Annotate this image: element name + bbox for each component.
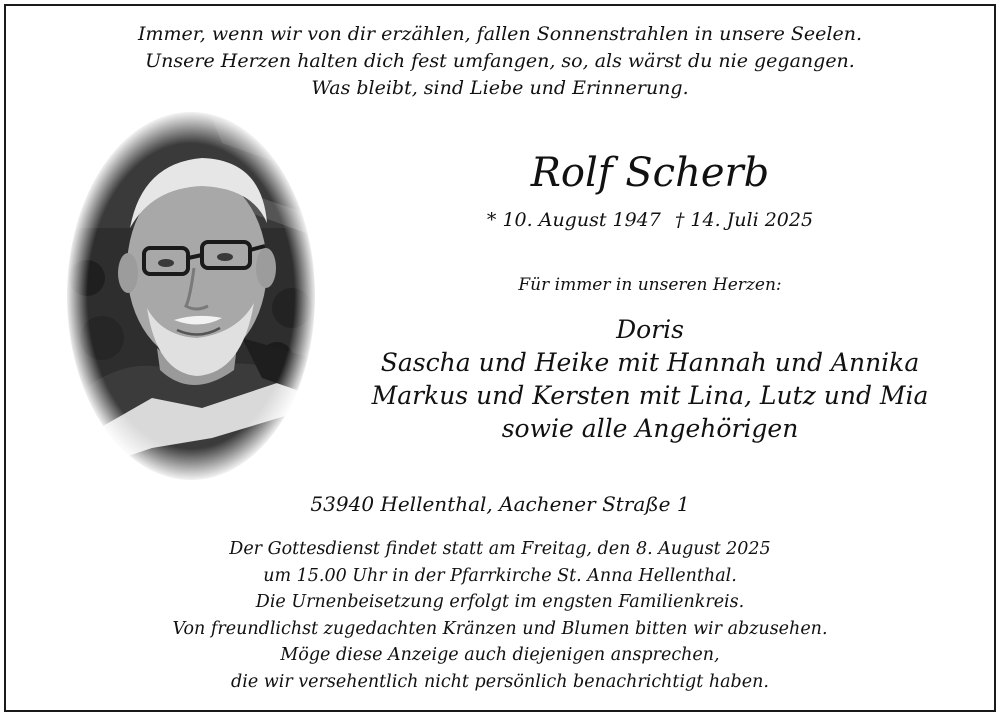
mourner-line: sowie alle Angehörigen (501, 414, 799, 443)
memorial-verse (0, 21, 1000, 102)
service-line: Der Gottesdienst findet statt am Freitag, den 8. August 2025 (229, 539, 771, 559)
service-line: Möge diese Anzeige auch diejenigen ansprechen, (280, 645, 720, 665)
verse-line: Was bleibt, sind Liebe und Erinnerung. (311, 77, 689, 99)
service-line: die wir versehentlich nicht persönlich benachrichtigt haben. (231, 671, 769, 692)
life-dates (440, 207, 860, 233)
mourner-line: Sascha und Heike mit Hannah und Annika (380, 348, 920, 377)
mourner-line: Markus und Kersten mit Lina, Lutz und Mia (371, 381, 929, 410)
portrait-photo (62, 108, 320, 484)
service-details (0, 536, 1000, 695)
deceased-name: Rolf Scherb (530, 150, 770, 196)
service-line: Von freundlichst zugedachten Kränzen und Blumen bitten wir abzusehen. (172, 618, 828, 639)
death-date: † 14. Juli 2025 (674, 209, 814, 231)
mourner-line: Doris (616, 315, 684, 344)
birth-date: * 10. August 1947 (486, 209, 661, 231)
family-address: 53940 Hellenthal, Aachener Straße 1 (310, 492, 690, 516)
service-line: Die Urnenbeisetzung erfolgt im engsten Familienkreis. (255, 592, 745, 612)
service-line: um 15.00 Uhr in der Pfarrkirche St. Anna Hellenthal. (263, 565, 737, 586)
verse-line: Immer, wenn wir von dir erzählen, fallen Sonnenstrahlen in unsere Seelen. (137, 23, 863, 45)
mourners-list (360, 313, 940, 445)
mourners-intro: Für immer in unseren Herzen: (518, 275, 782, 295)
verse-line: Unsere Herzen halten dich fest umfangen, so, als wärst du nie gegangen. (145, 50, 855, 72)
